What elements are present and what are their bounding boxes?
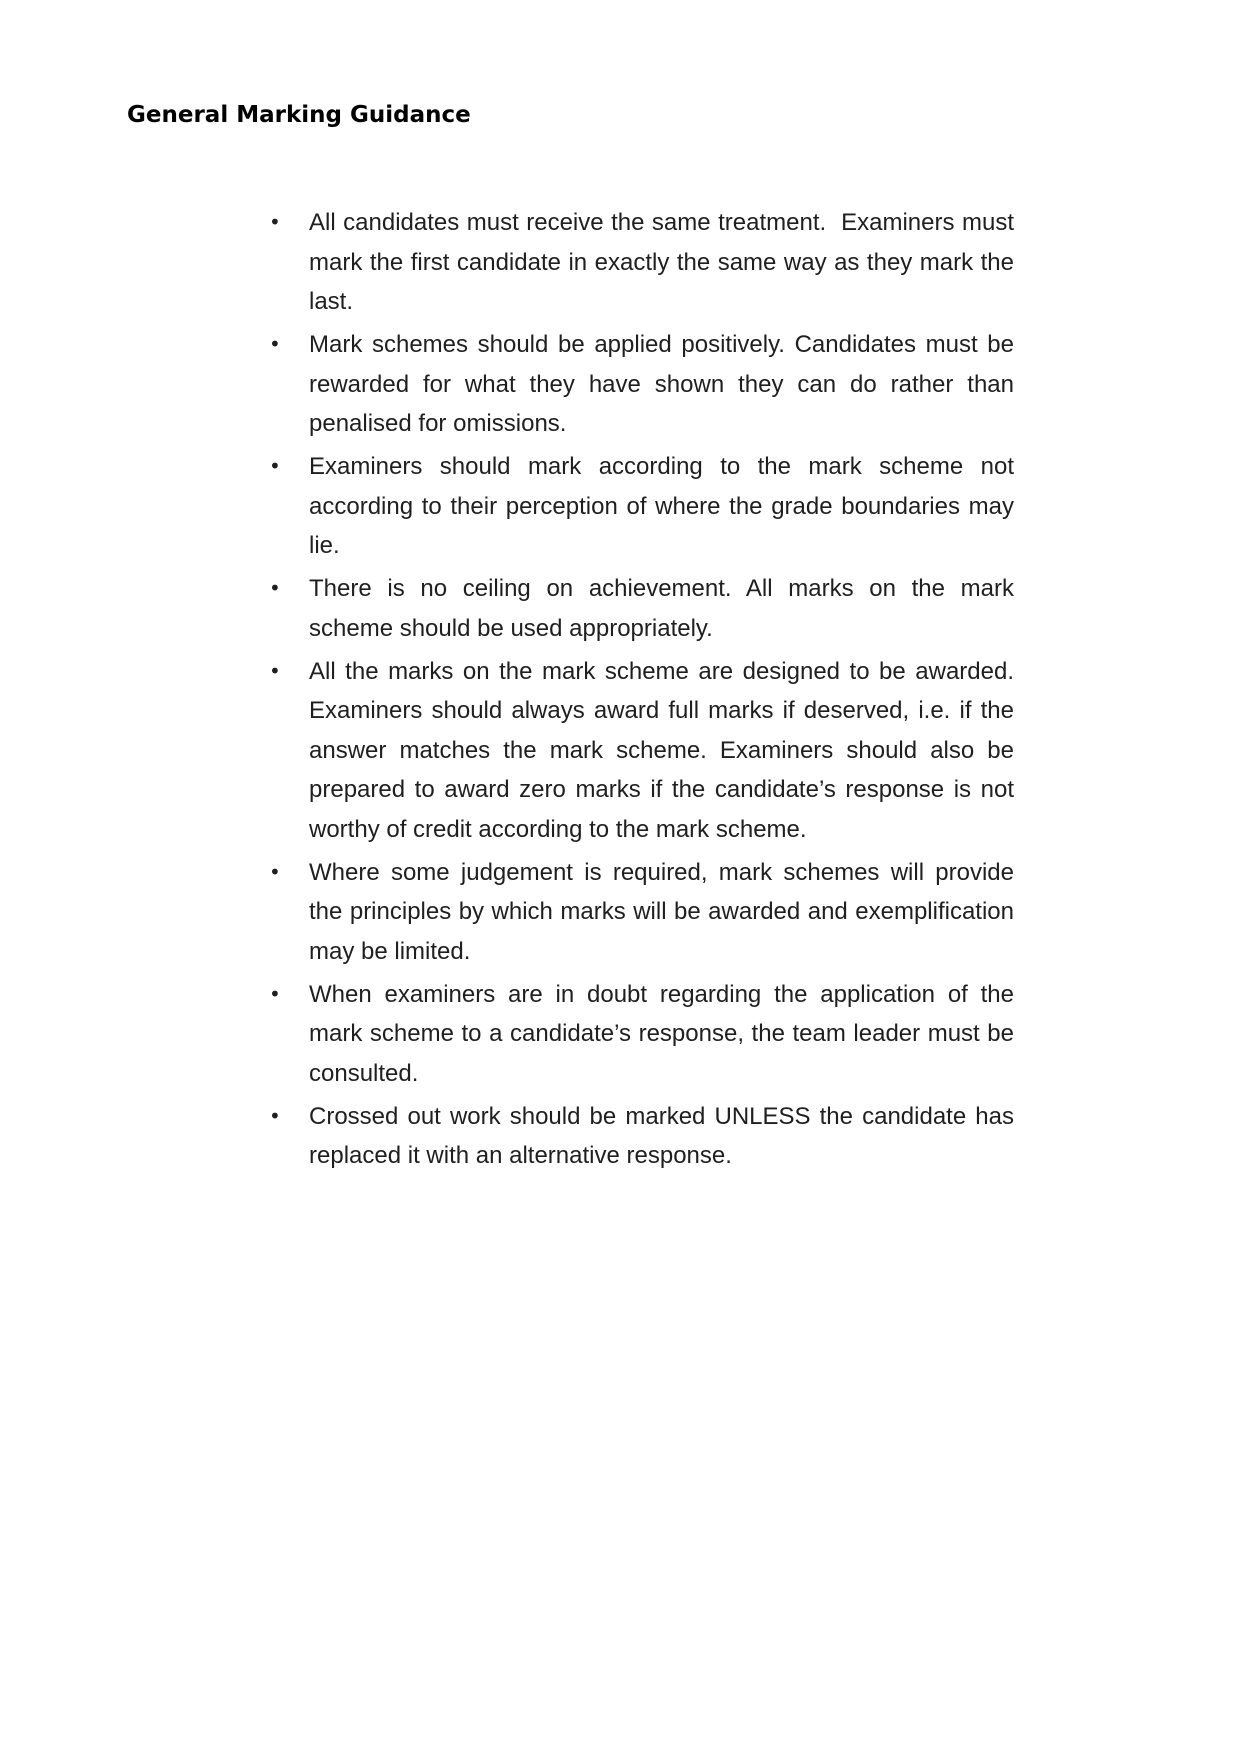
bullet-icon: • — [269, 658, 281, 683]
bullet-icon: • — [269, 859, 281, 884]
list-item-text: All the marks on the mark scheme are designed to be awarded. Examiners should always award full marks if deserved, i.e. if the answer matches the mark scheme. Examiners should also be prepared to award zero marks if the candidate’s response is not worthy of credit according to the mark scheme. — [309, 657, 1021, 843]
page-title: General Marking Guidance — [127, 102, 471, 128]
list-item — [269, 203, 1021, 322]
list-item-text: Crossed out work should be marked UNLESS the candidate has replaced it with an alternative response. — [309, 1102, 1021, 1169]
bullet-icon: • — [269, 1103, 281, 1128]
list-item — [269, 325, 1021, 444]
list-item — [269, 447, 1021, 566]
bullet-icon: • — [269, 576, 281, 600]
list-item-text: Mark schemes should be applied positively. Candidates must be rewarded for what they have shown they can do rather than penalised for omissions. — [309, 331, 1021, 437]
list-item-text: Examiners should mark according to the mark scheme not according to their perception of where the grade boundaries may lie. — [309, 453, 1021, 559]
list-item — [269, 853, 1021, 972]
list-item — [269, 975, 1021, 1094]
list-item — [269, 569, 1021, 648]
bullet-icon: • — [269, 210, 281, 234]
list-item — [269, 652, 1021, 850]
list-item — [269, 1097, 1021, 1176]
list-item-text: When examiners are in doubt regarding the application of the mark scheme to a candidate’s response, the team leader must be consulted. — [309, 980, 1021, 1087]
bullet-icon: • — [269, 454, 281, 478]
guidance-list — [269, 203, 1021, 1179]
list-item-text: Where some judgement is required, mark schemes will provide the principles by which marks will be awarded and exemplification may be limited. — [309, 858, 1021, 965]
bullet-icon: • — [269, 981, 281, 1006]
list-item-text: All candidates must receive the same treatment. Examiners must mark the first candidate in exactly the same way as they mark the last. — [309, 209, 1021, 315]
list-item-text: There is no ceiling on achievement. All marks on the mark scheme should be used appropriately. — [309, 575, 1021, 642]
bullet-icon: • — [269, 332, 281, 356]
